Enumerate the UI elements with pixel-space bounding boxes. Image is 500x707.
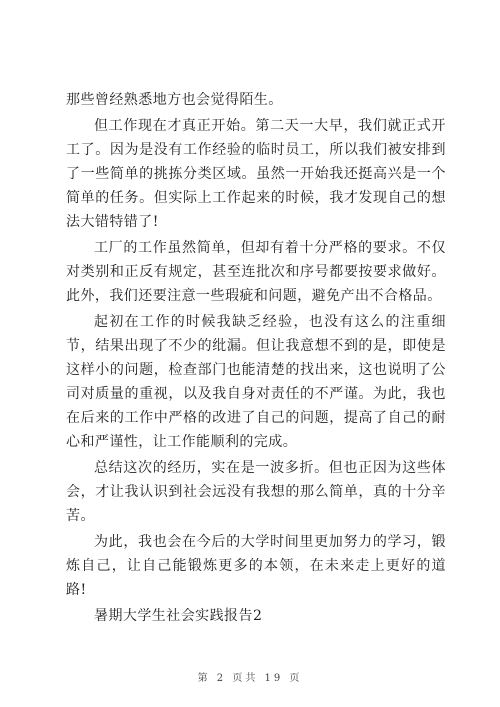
section-heading: 暑期大学生社会实践报告2 xyxy=(94,608,263,624)
page-number-footer: 第 2 页共 19 页 xyxy=(197,673,303,684)
paragraph-lack-of-experience: 起初在工作的时候我缺乏经验，也没有这么的注重细节，结果出现了不少的纰漏。但让我意想不到的是，即使是这样小的问题，检查部门也能清楚的找出来，这也说明了公司对质量的重视，以及我自身对责任的不严谨。为此，我也在后来的工作中严格的改进了自己的问题，提高了自己的耐心和严谨性，让工作能顺利的完成。 xyxy=(66,314,446,450)
paragraph-work-start: 但工作现在才真正开始。第二天一大早，我们就正式开工了。因为是没有工作经验的临时员工，所以我们被安排到了一些简单的挑拣分类区域。虽然一开始我还挺高兴是一个简单的任务。但实际上工作起来的时候，我才发现自己的想法大错特错了! xyxy=(66,118,446,230)
paragraph-factory-requirements: 工厂的工作虽然简单，但却有着十分严格的要求。不仅对类别和正反有规定，甚至连批次和序号都要按要求做好。此外，我们还要注意一些瑕疵和问题，避免产出不合格品。 xyxy=(66,240,446,304)
paragraph-continuation: 那些曾经熟悉地方也会觉得陌生。 xyxy=(66,92,283,108)
paragraph-future-plans: 为此，我也会在今后的大学时间里更加努力的学习，锻炼自己，让自己能锻炼更多的本领，在未来走上更好的道路! xyxy=(66,534,446,598)
document-body xyxy=(66,88,446,630)
paragraph-summary: 总结这次的经历，实在是一波多折。但也正因为这些体会，才让我认识到社会远没有我想的那么简单，真的十分辛苦。 xyxy=(66,460,446,524)
